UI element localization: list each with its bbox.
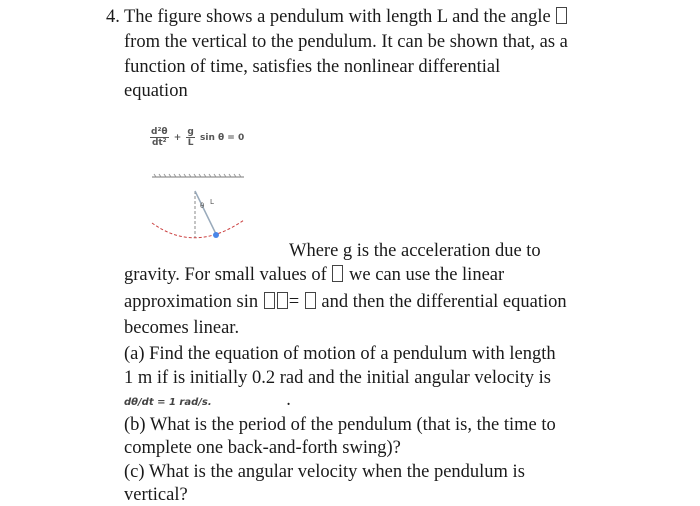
intro-line-1 bbox=[124, 6, 568, 28]
missing-glyph-box bbox=[264, 292, 275, 309]
where-line: Where g is the acceleration due to bbox=[289, 241, 541, 261]
g-over-l-fraction: $\frac{g}{L}$ bbox=[187, 127, 194, 148]
missing-glyph-box bbox=[556, 7, 567, 24]
differential-equation: $\frac{\text{d²θ}}{\text{dt²}}$ + $\frac{g}{L}$ sin θ = 0 bbox=[151, 127, 245, 148]
intro-line-4: equation bbox=[124, 81, 188, 101]
part-b-line-1: (b) What is the period of the pendulum (that is, the time to bbox=[124, 415, 556, 435]
part-b-line-2: complete one back-and-forth swing)? bbox=[124, 438, 401, 458]
swing-arc bbox=[152, 220, 244, 238]
ceiling-hatching bbox=[152, 174, 244, 177]
length-label: L bbox=[210, 198, 214, 206]
pendulum-bob bbox=[213, 232, 219, 238]
initial-velocity-equation: dθ/dt = 1 rad/s. bbox=[124, 397, 212, 408]
second-derivative-fraction: $\frac{\text{d²θ}}{\text{dt²}}$ bbox=[151, 127, 168, 148]
intro-line-2: from the vertical to the pendulum. It can be shown that, as a bbox=[124, 32, 568, 52]
part-c-line-1: (c) What is the angular velocity when the pendulum is bbox=[124, 462, 525, 482]
part-c-line-2: vertical? bbox=[124, 485, 188, 505]
stray-dot: . bbox=[286, 390, 291, 410]
missing-glyph-box bbox=[277, 292, 288, 309]
part-a-line-1: (a) Find the equation of motion of a pendulum with length bbox=[124, 344, 556, 364]
initial-velocity-line bbox=[124, 389, 291, 414]
missing-glyph-box bbox=[332, 265, 343, 282]
intro-line-1-text: The figure shows a pendulum with length L and the angle bbox=[124, 7, 556, 27]
pendulum-figure bbox=[140, 168, 260, 248]
problem-number: 4. bbox=[106, 7, 120, 27]
intro-line-3: function of time, satisfies the nonlinear differential bbox=[124, 57, 501, 77]
angle-label: θ bbox=[200, 202, 205, 210]
part-a-line-2: 1 m if is initially 0.2 rad and the initial angular velocity is bbox=[124, 368, 551, 388]
missing-glyph-box bbox=[305, 292, 316, 309]
becomes-linear-line: becomes linear. bbox=[124, 318, 240, 338]
gravity-line: gravity. For small values of we can use the linear bbox=[124, 265, 505, 285]
approximation-line: approximation sin = and then the differential equation bbox=[124, 292, 567, 312]
